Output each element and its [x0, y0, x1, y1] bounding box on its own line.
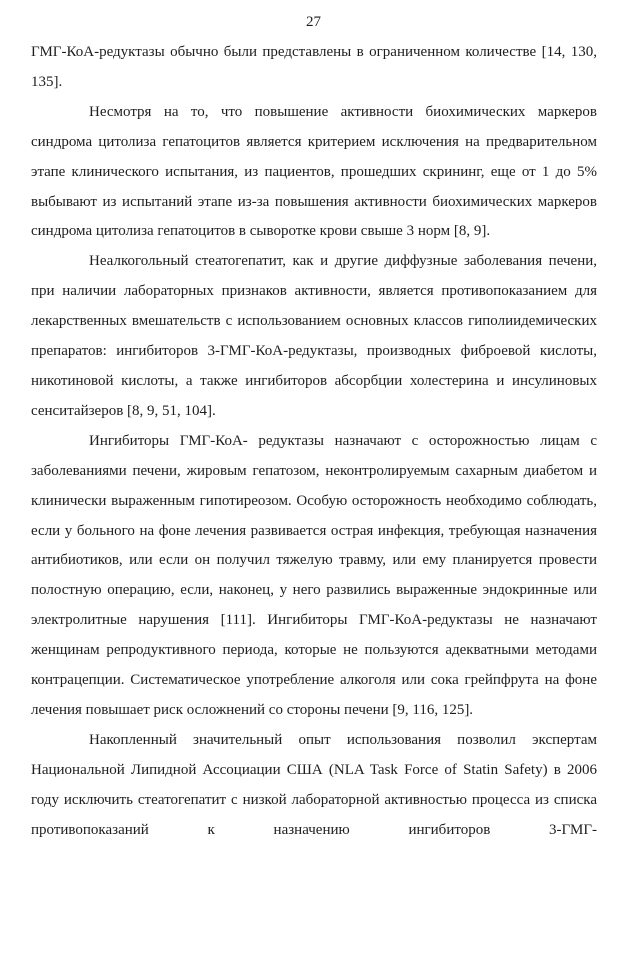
paragraph: Ингибиторы ГМГ-КоА- редуктазы назначают с осторожностью лицам с заболеваниями печени, жировым гепатозом, неконтролируемым сахарным диабетом и клинически выраженным гипотиреозом. Особую осторожность необходимо соблюдать, если у больного на фоне лечения развивается острая инфекция, требующая назначения антибиотиков, или если он получил тяжелую травму, или ему планируется провести полостную операцию, если, наконец, у него развились выраженные эндокринные или электролитные нарушения [111]. Ингибиторы ГМГ-КоА-редуктазы не назначают женщинам репродуктивного периода, которые не пользуются адекватными методами контрацепции. Систематическое употребление алкоголя или сока грейпфрута на фоне лечения повышает риск осложнений со стороны печени [9, 116, 125]. — [31, 432, 597, 718]
paragraph: Неалкогольный стеатогепатит, как и другие диффузные заболевания печени, при наличии лабораторных признаков активности, является противопоказанием для лекарственных вмешательств с использованием основных классов гиполиидемических препаратов: ингибиторов 3-ГМГ-КоА-редуктазы, производных фиброевой кислоты, никотиновой кислоты, а также ингибиторов абсорбции холестерина и инсулиновых сенситайзеров [8, 9, 51, 104]. — [31, 253, 597, 419]
paragraph: Накопленный значительный опыт использования позволил экспертам Национальной Липидной Ассоциации США (NLA Task Force of Statin Safety) в 2006 году исключить стеатогепатит с низкой лабораторной активностью процесса из списка противопоказаний к назначению ингибиторов 3-ГМГ- — [31, 731, 597, 838]
paragraph-continuation: ГМГ-КоА-редуктазы обычно были представлены в ограниченном количестве [14, 130, 135]. — [31, 44, 597, 90]
paragraph: Несмотря на то, что повышение активности биохимических маркеров синдрома цитолиза гепатоцитов является критерием исключения на предварительном этапе клинического испытания, из пациентов, прошедших скрининг, еще от 1 до 5% выбывают из испытаний этапе из-за повышения активности биохимических маркеров синдрома цитолиза гепатоцитов в сыворотке крови свыше 3 норм [8, 9]. — [31, 103, 597, 240]
page-number: 27 — [306, 14, 321, 30]
body-text — [31, 38, 597, 845]
